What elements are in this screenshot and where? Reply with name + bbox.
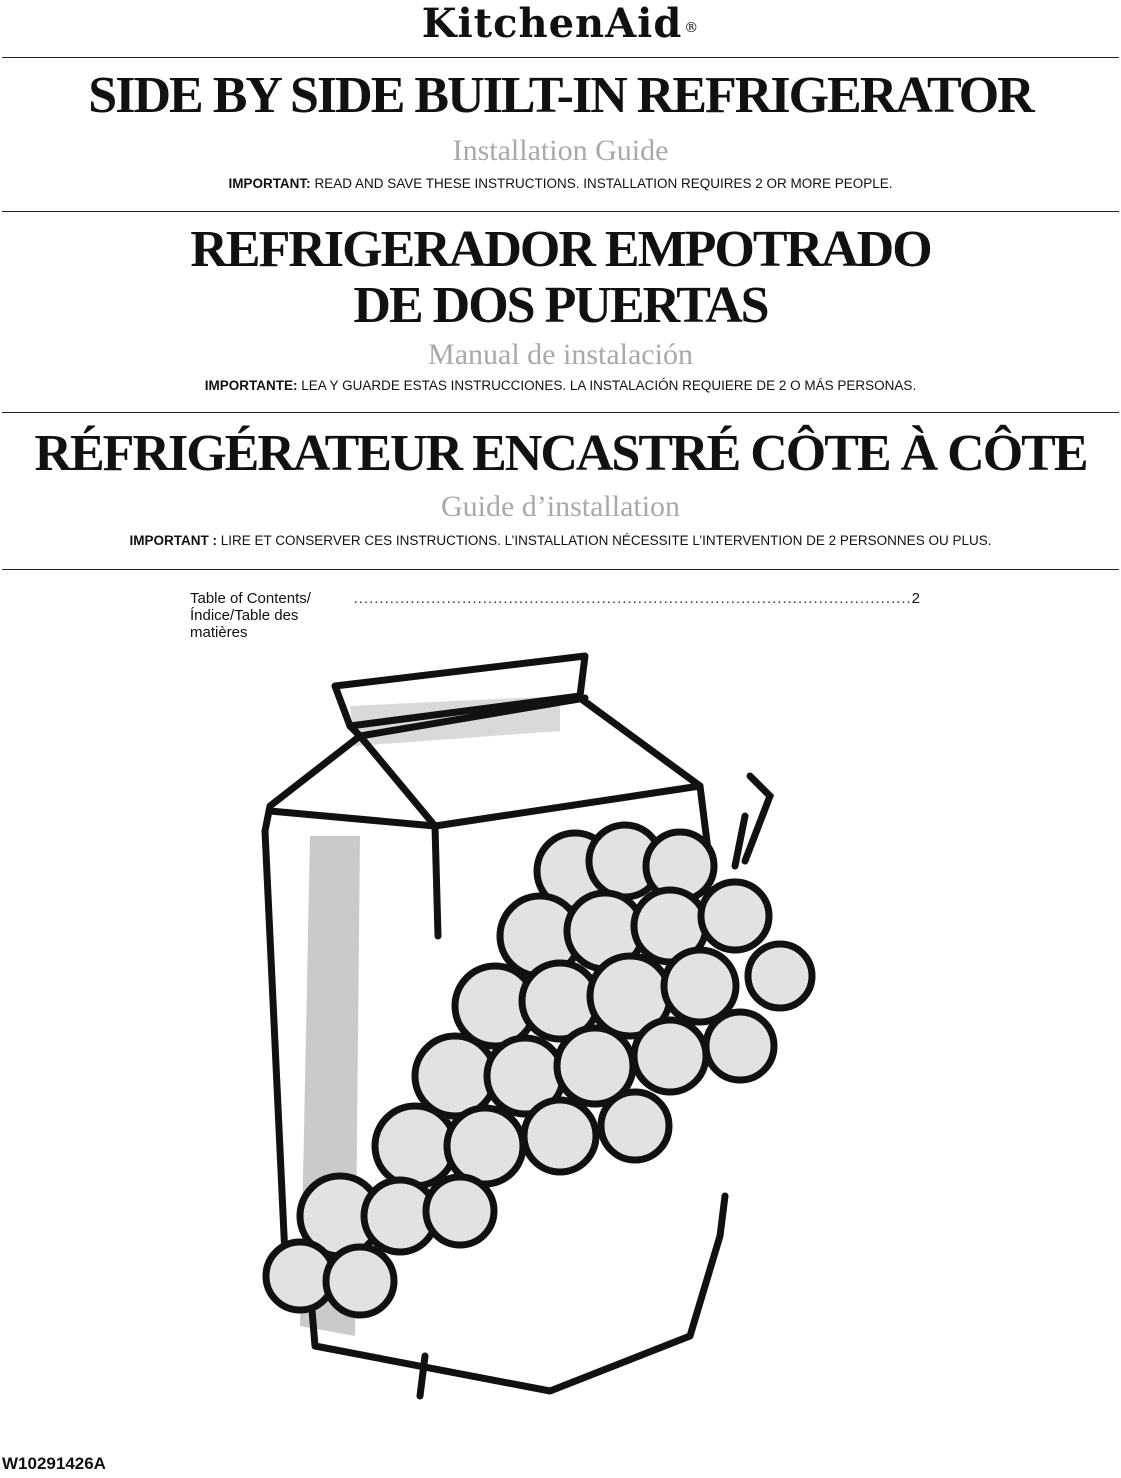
toc-leader-dots: ............................................................................................................ (353, 590, 912, 607)
spanish-important-notice (0, 378, 1121, 393)
milk-carton-and-grapes-icon (240, 636, 840, 1436)
important-label: IMPORTANT: (228, 176, 311, 191)
brand-name: KitchenAid (421, 0, 683, 47)
part-number: W10291426A (2, 1454, 106, 1473)
english-title: SIDE BY SIDE BUILT-IN REFRIGERATOR (88, 67, 1033, 124)
spanish-title-line2: DE DOS PUERTAS (353, 277, 768, 334)
important-label: IMPORTANT : (129, 533, 218, 548)
important-text: LEA Y GUARDE ESTAS INSTRUCCIONES. LA INSTALACIÓN REQUIERE DE 2 O MÁS PERSONAS. (297, 378, 917, 393)
toc-label: Table of Contents/Índice/Table des matières (190, 590, 311, 641)
important-text: READ AND SAVE THESE INSTRUCTIONS. INSTALLATION REQUIRES 2 OR MORE PEOPLE. (310, 176, 893, 191)
french-title: RÉFRIGÉRATEUR ENCASTRÉ CÔTE À CÔTE (34, 425, 1087, 482)
english-subtitle: Installation Guide (452, 134, 669, 167)
divider (2, 211, 1119, 212)
important-label: IMPORTANTE: (204, 378, 298, 393)
divider (2, 412, 1119, 413)
toc-page-number: 2 (911, 590, 920, 607)
english-important-notice (0, 176, 1121, 191)
french-subtitle: Guide d’installation (440, 490, 681, 523)
spanish-title-line1: REFRIGERADOR EMPOTRADO (190, 221, 931, 278)
table-of-contents-link[interactable] (190, 590, 920, 641)
brand-logo (0, 2, 1121, 46)
spanish-subtitle: Manual de instalación (428, 338, 693, 371)
divider (2, 569, 1119, 570)
french-important-notice (0, 533, 1121, 548)
important-text: LIRE ET CONSERVER CES INSTRUCTIONS. L’INSTALLATION NÉCESSITE L’INTERVENTION DE 2 PERSONNES OU PLUS. (217, 533, 992, 548)
registered-mark: ® (684, 20, 700, 36)
divider (2, 57, 1119, 58)
